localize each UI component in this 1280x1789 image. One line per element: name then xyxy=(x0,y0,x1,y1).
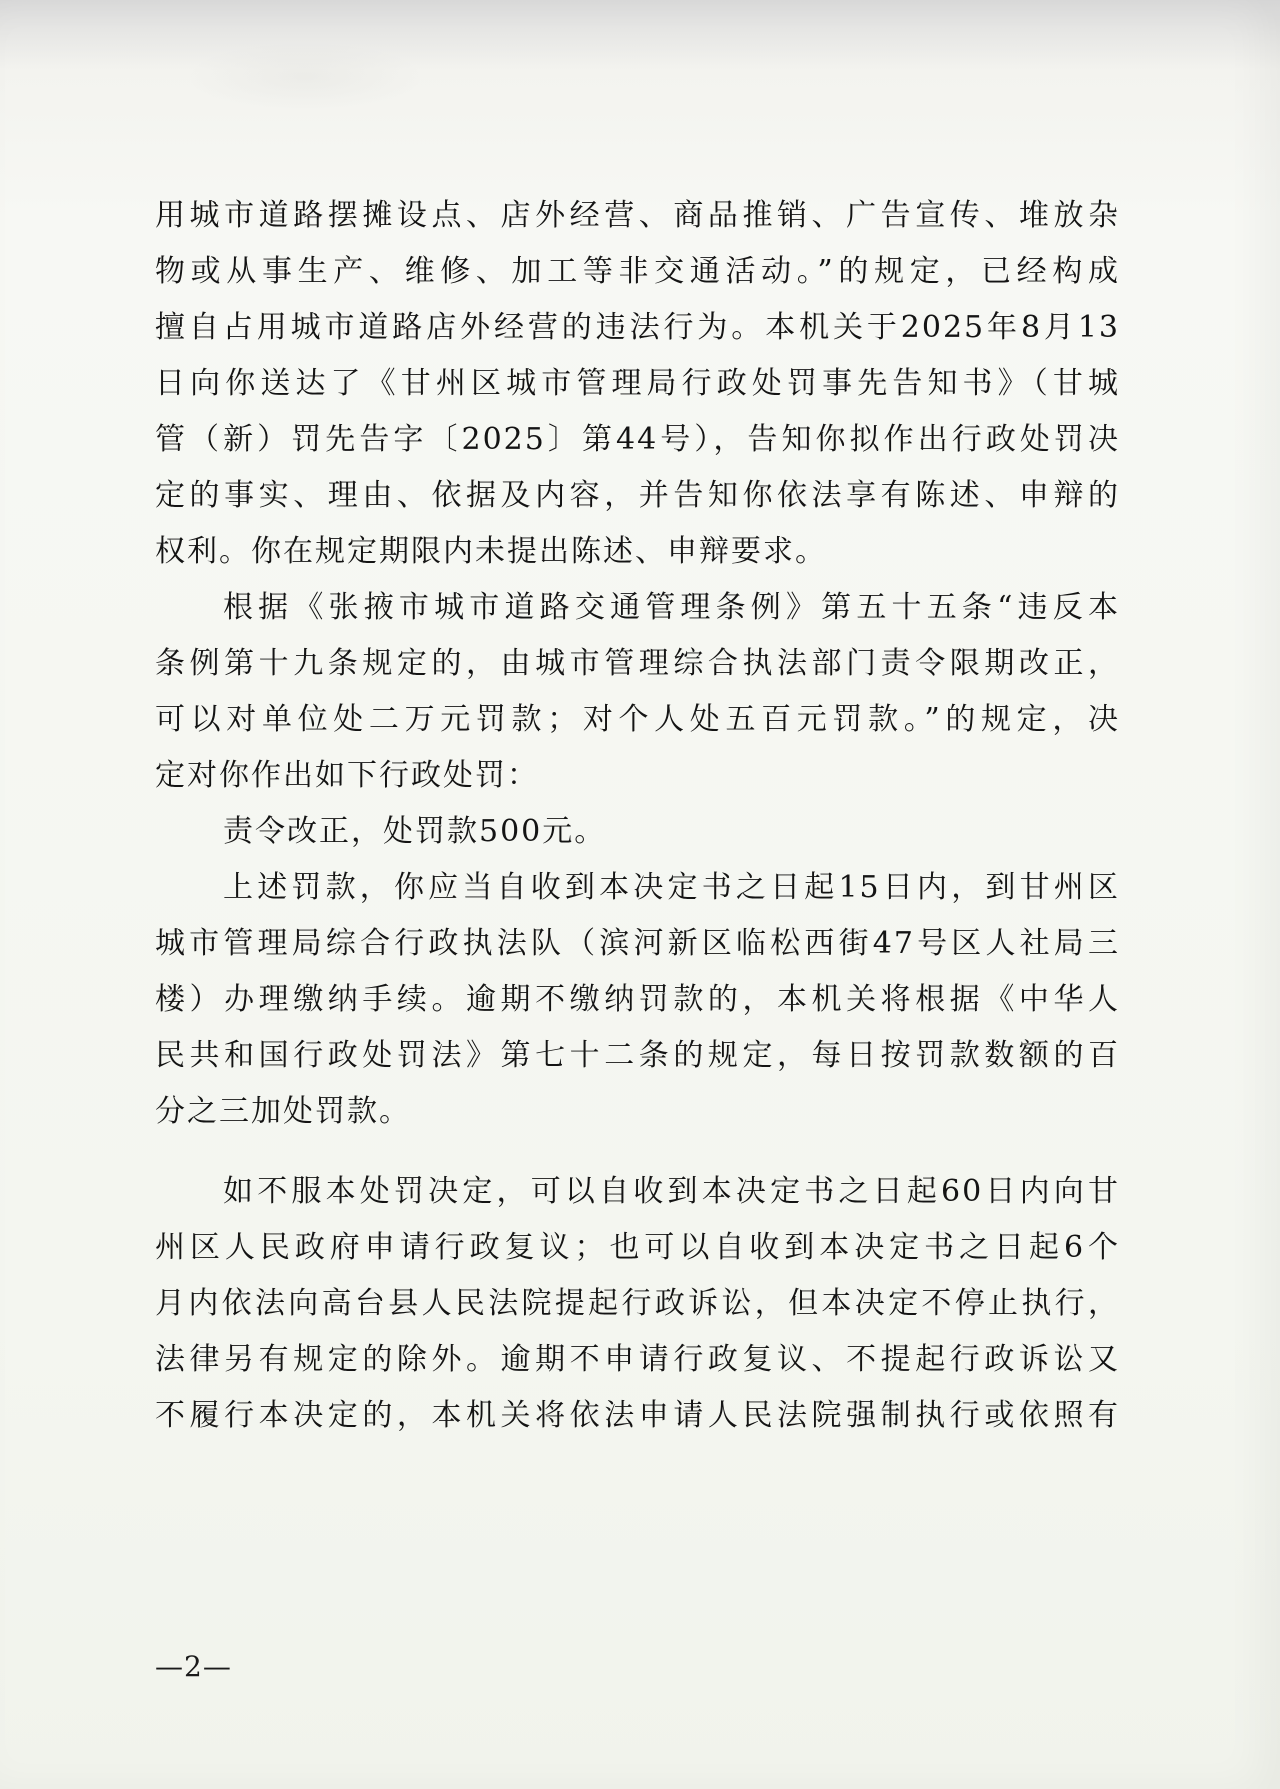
text-line: 楼）办理缴纳手续。逾期不缴纳罚款的，本机关将根据《中华人 xyxy=(155,982,1120,1017)
text-line: 民共和国行政处罚法》第七十二条的规定，每日按罚款数额的百 xyxy=(155,1038,1120,1073)
text-line: 用城市道路摆摊设点、店外经营、商品推销、广告宣传、堆放杂 xyxy=(155,198,1120,233)
text-line: 如不服本处罚决定，可以自收到本决定书之日起60日内向甘 xyxy=(223,1174,1120,1209)
text-line: 不履行本决定的，本机关将依法申请人民法院强制执行或依照有 xyxy=(155,1398,1120,1433)
text-line: 擅自占用城市道路店外经营的违法行为。本机关于2025年8月13 xyxy=(155,310,1120,345)
text-line: 城市管理局综合行政执法队（滨河新区临松西街47号区人社局三 xyxy=(155,926,1120,961)
text-line: 根据《张掖市城市道路交通管理条例》第五十五条“违反本 xyxy=(223,590,1120,625)
text-line: 定的事实、理由、依据及内容，并告知你依法享有陈述、申辩的 xyxy=(155,478,1120,513)
text-line: 分之三加处罚款。 xyxy=(155,1094,411,1129)
text-line: 日向你送达了《甘州区城市管理局行政处罚事先告知书》（甘城 xyxy=(155,366,1120,401)
text-line: 法律另有规定的除外。逾期不申请行政复议、不提起行政诉讼又 xyxy=(155,1342,1120,1377)
paragraph-gap xyxy=(155,1140,1120,1164)
faded-stamp-mark xyxy=(185,42,425,112)
page-number: —2— xyxy=(155,1650,232,1683)
text-line: 管（新）罚先告字〔2025〕第44号），告知你拟作出行政处罚决 xyxy=(155,422,1120,457)
text-line: 定对你作出如下行政处罚： xyxy=(155,758,539,793)
text-line: 上述罚款，你应当自收到本决定书之日起15日内，到甘州区 xyxy=(223,870,1120,905)
text-line: 权利。你在规定期限内未提出陈述、申辩要求。 xyxy=(155,534,827,569)
text-line: 可以对单位处二万元罚款；对个人处五百元罚款。”的规定，决 xyxy=(155,702,1120,737)
text-line: 州区人民政府申请行政复议；也可以自收到本决定书之日起6个 xyxy=(155,1230,1120,1265)
text-line: 条例第十九条规定的，由城市管理综合执法部门责令限期改正， xyxy=(155,646,1120,681)
document-body xyxy=(155,188,1120,1444)
text-line: 月内依法向高台县人民法院提起行政诉讼，但本决定不停止执行， xyxy=(155,1286,1120,1321)
text-line: 物或从事生产、维修、加工等非交通活动。”的规定，已经构成 xyxy=(155,254,1120,289)
penalty-line: 责令改正，处罚款500元。 xyxy=(223,814,607,849)
